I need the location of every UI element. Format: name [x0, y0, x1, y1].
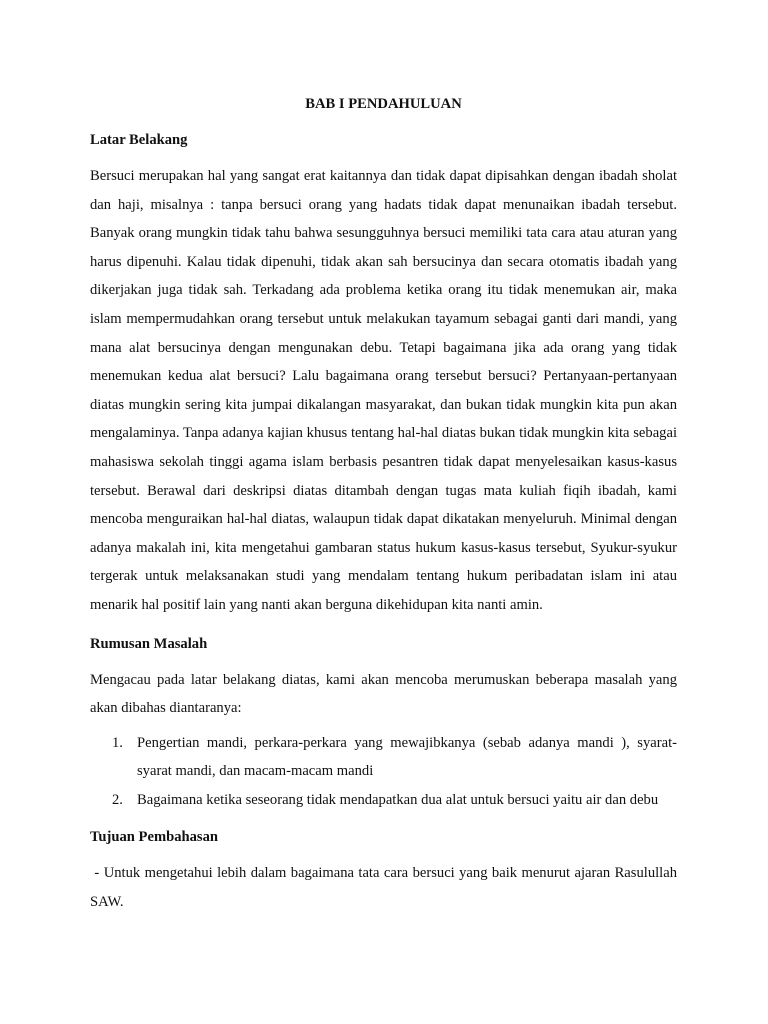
document-title: BAB I PENDAHULUAN: [305, 96, 462, 112]
section-heading-rumusan-masalah: Rumusan Masalah: [90, 635, 208, 652]
tujuan-pembahasan-paragraph: - Untuk mengetahui lebih dalam bagaimana tata cara bersuci yang baik menurut ajaran Rasulullah SAW.: [90, 865, 681, 911]
section-heading-latar-belakang: Latar Belakang: [90, 132, 188, 148]
list-item-text: Bagaimana ketika seseorang tidak mendapatkan dua alat untuk bersuci yaitu air dan debu: [137, 791, 659, 808]
rumusan-masalah-intro: Mengacau pada latar belakang diatas, kami akan mencoba merumuskan beberapa masalah yang akan dibahas diantaranya:: [90, 671, 677, 717]
section-heading-tujuan-pembahasan: Tujuan Pembahasan: [90, 829, 219, 846]
latar-belakang-paragraph: Bersuci merupakan hal yang sangat erat kaitannya dan tidak dapat dipisahkan dengan ibadah sholat dan haji, misalnya : tanpa bersuci orang yang hadats tidak dapat menunaikan ibadah tersebut. Banyak orang mungkin tidak tahu bahwa sesungguhnya bersuci memiliki tata cara atau aturan yang harus dipenuhi. Kalau tidak dipenuhi, tidak akan sah bersucinya dan secara otomatis ibadah yang dikerjakan juga tidak sah. Terkadang ada problema ketika orang itu tidak menemukan air, maka islam mempermudahkan orang tersebut untuk melakukan tayamum sebagai ganti dari mandi, yang mana alat bersucinya dengan mengunakan debu. Tetapi bagaimana jika ada orang yang tidak menemukan kedua alat bersuci? Lalu bagaimana orang tersebut bersuci? Pertanyaan-pertanyaan diatas mungkin sering kita jumpai dikalangan masyarakat, dan bukan tidak mungkin kita pun akan mengalaminya. Tanpa adanya kajian khusus tentang hal-hal diatas bukan tidak mungkin kita sebagai mahasiswa sekolah tinggi agama islam berbasis pesantren tidak dapat menyelesaikan kasus-kasus tersebut. Berawal dari deskripsi diatas ditambah dengan tugas mata kuliah fiqih ibadah, kami mencoba menguraikan hal-hal diatas, walaupun tidak dapat dikatakan menyeluruh. Minimal dengan adanya makalah ini, kita mengetahui gambaran status hukum kasus-kasus tersebut, Syukur-syukur tergerak untuk melaksanakan studi yang mendalam tentang hukum peribadatan islam ini atau menarik hal positif lain yang nanti akan berguna dikehidupan kita nanti amin.: [90, 168, 677, 613]
list-item: [90, 729, 677, 786]
rumusan-masalah-list: [90, 729, 677, 815]
list-item-number: 1.: [112, 734, 123, 751]
list-item-number: 2.: [112, 791, 123, 808]
document-body: [90, 94, 681, 917]
list-item: [90, 786, 677, 815]
list-item-text: Pengertian mandi, perkara-perkara yang mewajibkanya (sebab adanya mandi ), syarat-syarat mandi, dan macam-macam mandi: [137, 734, 677, 780]
